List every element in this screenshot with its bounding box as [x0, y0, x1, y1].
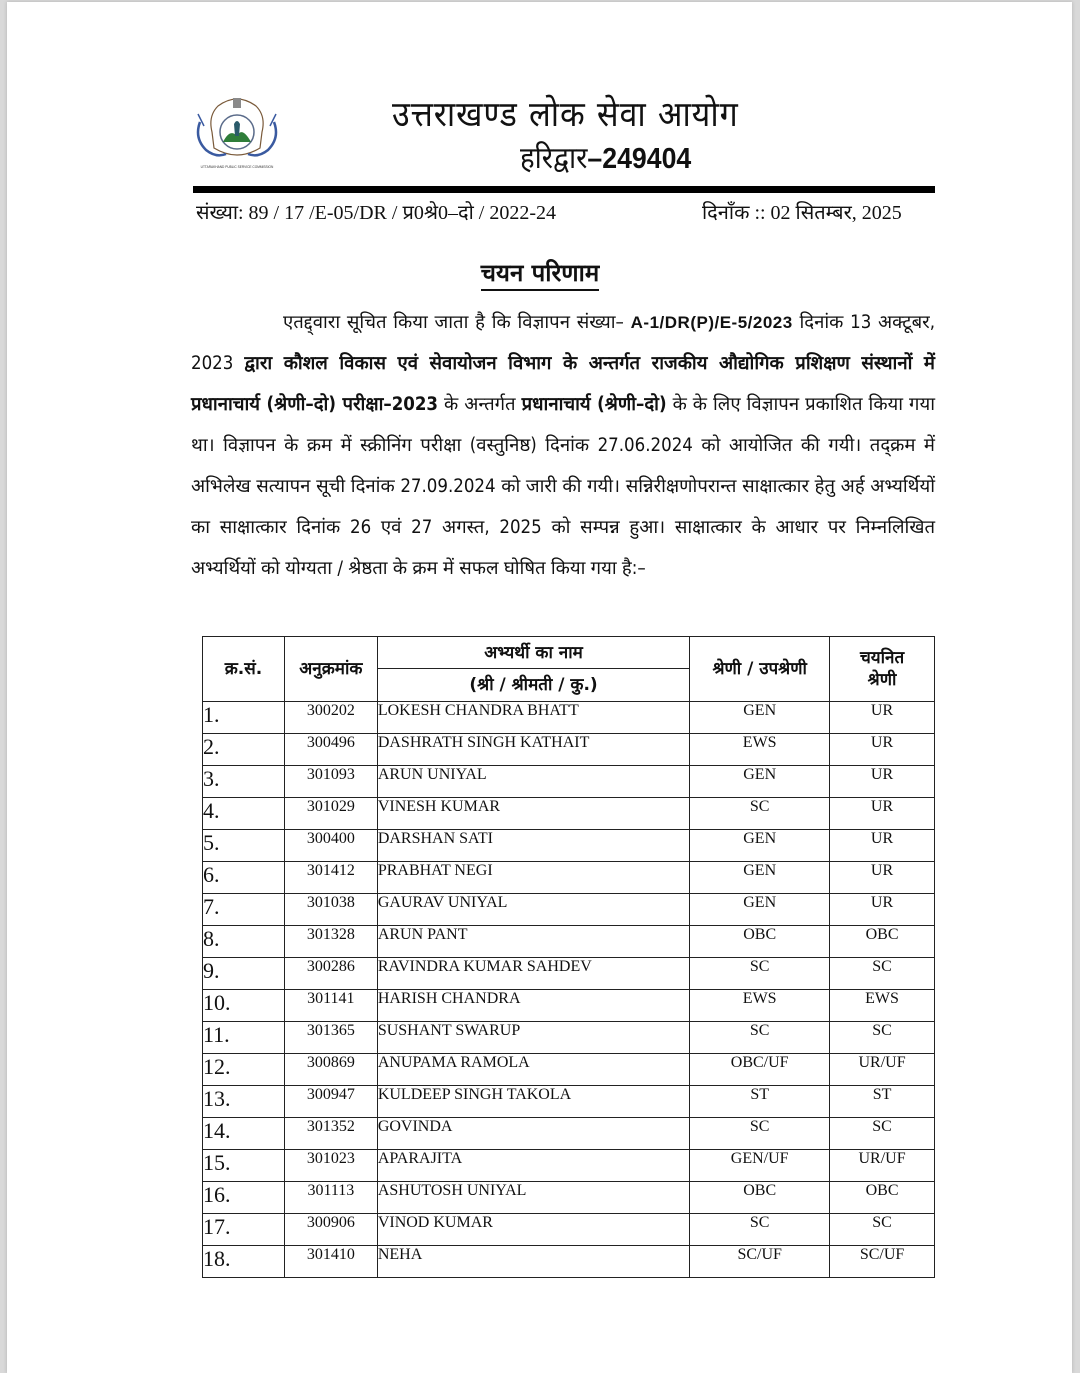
selected-category-cell: ST: [830, 1086, 935, 1118]
selected-category-cell: UR: [830, 734, 935, 766]
selected-category-cell: UR: [830, 862, 935, 894]
table-row: [203, 1086, 935, 1118]
serial-cell: 16.: [203, 1182, 285, 1214]
candidate-name-cell: ARUN PANT: [377, 926, 689, 958]
selection-results-table: [202, 636, 935, 1278]
table-row: [203, 766, 935, 798]
serial-cell: 18.: [203, 1246, 285, 1278]
serial-cell: 14.: [203, 1118, 285, 1150]
roll-number-cell: 301113: [284, 1182, 377, 1214]
table-row: [203, 1150, 935, 1182]
roll-number-cell: 301365: [284, 1022, 377, 1054]
candidate-name-cell: RAVINDRA KUMAR SAHDEV: [377, 958, 689, 990]
selected-category-cell: UR/UF: [830, 1150, 935, 1182]
candidate-name-cell: VINOD KUMAR: [377, 1214, 689, 1246]
document-heading: [0, 256, 1080, 289]
candidate-name-cell: HARISH CHANDRA: [377, 990, 689, 1022]
category-cell: GEN: [690, 702, 830, 734]
serial-cell: 6.: [203, 862, 285, 894]
header-roll-number: अनुक्रमांक: [284, 637, 377, 702]
selected-category-cell: SC: [830, 958, 935, 990]
organization-name: उत्तराखण्ड लोक सेवा आयोग: [392, 95, 739, 135]
category-cell: SC: [690, 958, 830, 990]
candidate-name-cell: KULDEEP SINGH TAKOLA: [377, 1086, 689, 1118]
header-selected-line1: चयनित: [859, 648, 905, 668]
category-cell: SC: [690, 1022, 830, 1054]
logo-caption: UTTARAKHAND PUBLIC SERVICE COMMISSION: [200, 165, 274, 169]
category-cell: GEN: [690, 894, 830, 926]
serial-cell: 15.: [203, 1150, 285, 1182]
table-row: [203, 1182, 935, 1214]
selected-category-cell: SC: [830, 1118, 935, 1150]
header-selected-line2: श्रेणी: [867, 670, 897, 690]
table-row: [203, 830, 935, 862]
roll-number-cell: 301328: [284, 926, 377, 958]
table-row: [203, 1214, 935, 1246]
commission-logo-icon: [190, 92, 284, 170]
header-serial: क्र.सं.: [203, 637, 285, 702]
selected-category-cell: UR: [830, 766, 935, 798]
table-row: [203, 990, 935, 1022]
notice-paragraph: [191, 302, 935, 589]
serial-cell: 17.: [203, 1214, 285, 1246]
selected-category-cell: OBC: [830, 1182, 935, 1214]
para-under: के अन्तर्गत: [444, 394, 516, 415]
selected-category-cell: SC/UF: [830, 1246, 935, 1278]
serial-cell: 8.: [203, 926, 285, 958]
table-row: [203, 702, 935, 734]
table-row: [203, 958, 935, 990]
selected-category-cell: UR: [830, 894, 935, 926]
candidate-name-cell: ASHUTOSH UNIYAL: [377, 1182, 689, 1214]
category-cell: OBC: [690, 1182, 830, 1214]
roll-number-cell: 300202: [284, 702, 377, 734]
category-cell: GEN/UF: [690, 1150, 830, 1182]
candidate-name-cell: APARAJITA: [377, 1150, 689, 1182]
category-cell: ST: [690, 1086, 830, 1118]
category-cell: OBC/UF: [690, 1054, 830, 1086]
selected-category-cell: UR: [830, 702, 935, 734]
roll-number-cell: 300496: [284, 734, 377, 766]
roll-number-cell: 300947: [284, 1086, 377, 1118]
serial-cell: 4.: [203, 798, 285, 830]
selected-category-cell: SC: [830, 1022, 935, 1054]
serial-cell: 13.: [203, 1086, 285, 1118]
selected-category-cell: EWS: [830, 990, 935, 1022]
serial-cell: 5.: [203, 830, 285, 862]
candidate-name-cell: DASHRATH SINGH KATHAIT: [377, 734, 689, 766]
table-row: [203, 1118, 935, 1150]
reference-number: संख्या: 89 / 17 /E-05/DR / प्र0श्रे0–दो / 2022-24: [196, 202, 557, 224]
serial-cell: 12.: [203, 1054, 285, 1086]
candidate-name-cell: SUSHANT SWARUP: [377, 1022, 689, 1054]
serial-cell: 2.: [203, 734, 285, 766]
roll-number-cell: 301038: [284, 894, 377, 926]
table-row: [203, 1054, 935, 1086]
para-post-name: प्रधानाचार्य (श्रेणी–दो): [521, 394, 667, 415]
category-cell: SC/UF: [690, 1246, 830, 1278]
candidate-name-cell: ARUN UNIYAL: [377, 766, 689, 798]
selected-category-cell: UR: [830, 798, 935, 830]
roll-number-cell: 301410: [284, 1246, 377, 1278]
roll-number-cell: 300869: [284, 1054, 377, 1086]
category-cell: EWS: [690, 990, 830, 1022]
heading-text: चयन परिणाम: [481, 259, 599, 291]
header-divider: [193, 186, 935, 193]
serial-cell: 9.: [203, 958, 285, 990]
candidate-name-cell: PRABHAT NEGI: [377, 862, 689, 894]
advertisement-number: A-1/DR(P)/E-5/2023: [630, 313, 793, 332]
table-row: [203, 894, 935, 926]
header-category: श्रेणी / उपश्रेणी: [690, 637, 830, 702]
category-cell: OBC: [690, 926, 830, 958]
serial-cell: 7.: [203, 894, 285, 926]
roll-number-cell: 301023: [284, 1150, 377, 1182]
candidate-name-cell: VINESH KUMAR: [377, 798, 689, 830]
roll-number-cell: 300400: [284, 830, 377, 862]
table-row: [203, 798, 935, 830]
serial-cell: 11.: [203, 1022, 285, 1054]
header-candidate-name-sub: (श्री / श्रीमती / कु.): [377, 669, 689, 702]
category-cell: SC: [690, 798, 830, 830]
selected-category-cell: SC: [830, 1214, 935, 1246]
table-row: [203, 926, 935, 958]
roll-number-cell: 301352: [284, 1118, 377, 1150]
para-adv-date: दिनांक 13 अक्टूबर, 2023: [191, 312, 935, 374]
pin-code: –249404: [587, 143, 692, 175]
serial-cell: 1.: [203, 702, 285, 734]
roll-number-cell: 300286: [284, 958, 377, 990]
header-selected-category: [830, 637, 935, 702]
candidate-name-cell: DARSHAN SATI: [377, 830, 689, 862]
para-details: के के लिए विज्ञापन प्रकाशित किया गया था। विज्ञापन के क्रम में स्क्रीनिंग परीक्षा (वस्तुनिष्ठ) दिनांक 27.06.2024 को आयोजित की गयी। तद्क्रम में अभिलेख सत्यापन सूची दिनांक 27.09.2024 को जारी की गयी। सन्निरीक्षणोपरान्त साक्षात्कार हेतु अर्ह अभ्यर्थियों का साक्षात्कार दिनांक 26 एवं 27 अगस्त, 2025 को सम्पन्न हुआ। साक्षात्कार के आधार पर निम्नलिखित अभ्यर्थियों को योग्यता / श्रेष्ठता के क्रम में सफल घोषित किया गया है:–: [191, 394, 935, 579]
emblem-graphic: [190, 92, 284, 170]
organization-address: [520, 136, 691, 177]
category-cell: GEN: [690, 766, 830, 798]
selected-category-cell: UR: [830, 830, 935, 862]
candidate-name-cell: ANUPAMA RAMOLA: [377, 1054, 689, 1086]
roll-number-cell: 301141: [284, 990, 377, 1022]
table-row: [203, 862, 935, 894]
serial-cell: 10.: [203, 990, 285, 1022]
roll-number-cell: 301412: [284, 862, 377, 894]
para-exam-name: द्वारा कौशल विकास एवं सेवायोजन विभाग के अन्तर्गत राजकीय औद्योगिक प्रशिक्षण संस्थानों में प्रधानाचार्य (श्रेणी–दो) परीक्षा–2023: [191, 353, 935, 415]
category-cell: SC: [690, 1214, 830, 1246]
candidate-name-cell: NEHA: [377, 1246, 689, 1278]
roll-number-cell: 301029: [284, 798, 377, 830]
header-candidate-name: अभ्यर्थी का नाम: [377, 637, 689, 669]
selected-category-cell: OBC: [830, 926, 935, 958]
serial-cell: 3.: [203, 766, 285, 798]
category-cell: GEN: [690, 830, 830, 862]
candidate-name-cell: GOVINDA: [377, 1118, 689, 1150]
table-row: [203, 1246, 935, 1278]
candidate-name-cell: LOKESH CHANDRA BHATT: [377, 702, 689, 734]
para-intro: एतद्द्वारा सूचित किया जाता है कि विज्ञापन संख्या–: [283, 312, 624, 333]
candidate-name-cell: GAURAV UNIYAL: [377, 894, 689, 926]
document-date: दिनाँक :: 02 सितम्बर, 2025: [702, 202, 902, 224]
category-cell: EWS: [690, 734, 830, 766]
roll-number-cell: 300906: [284, 1214, 377, 1246]
table-row: [203, 734, 935, 766]
table-row: [203, 1022, 935, 1054]
roll-number-cell: 301093: [284, 766, 377, 798]
selected-category-cell: UR/UF: [830, 1054, 935, 1086]
category-cell: GEN: [690, 862, 830, 894]
city-name: हरिद्वार: [520, 141, 588, 176]
category-cell: SC: [690, 1118, 830, 1150]
